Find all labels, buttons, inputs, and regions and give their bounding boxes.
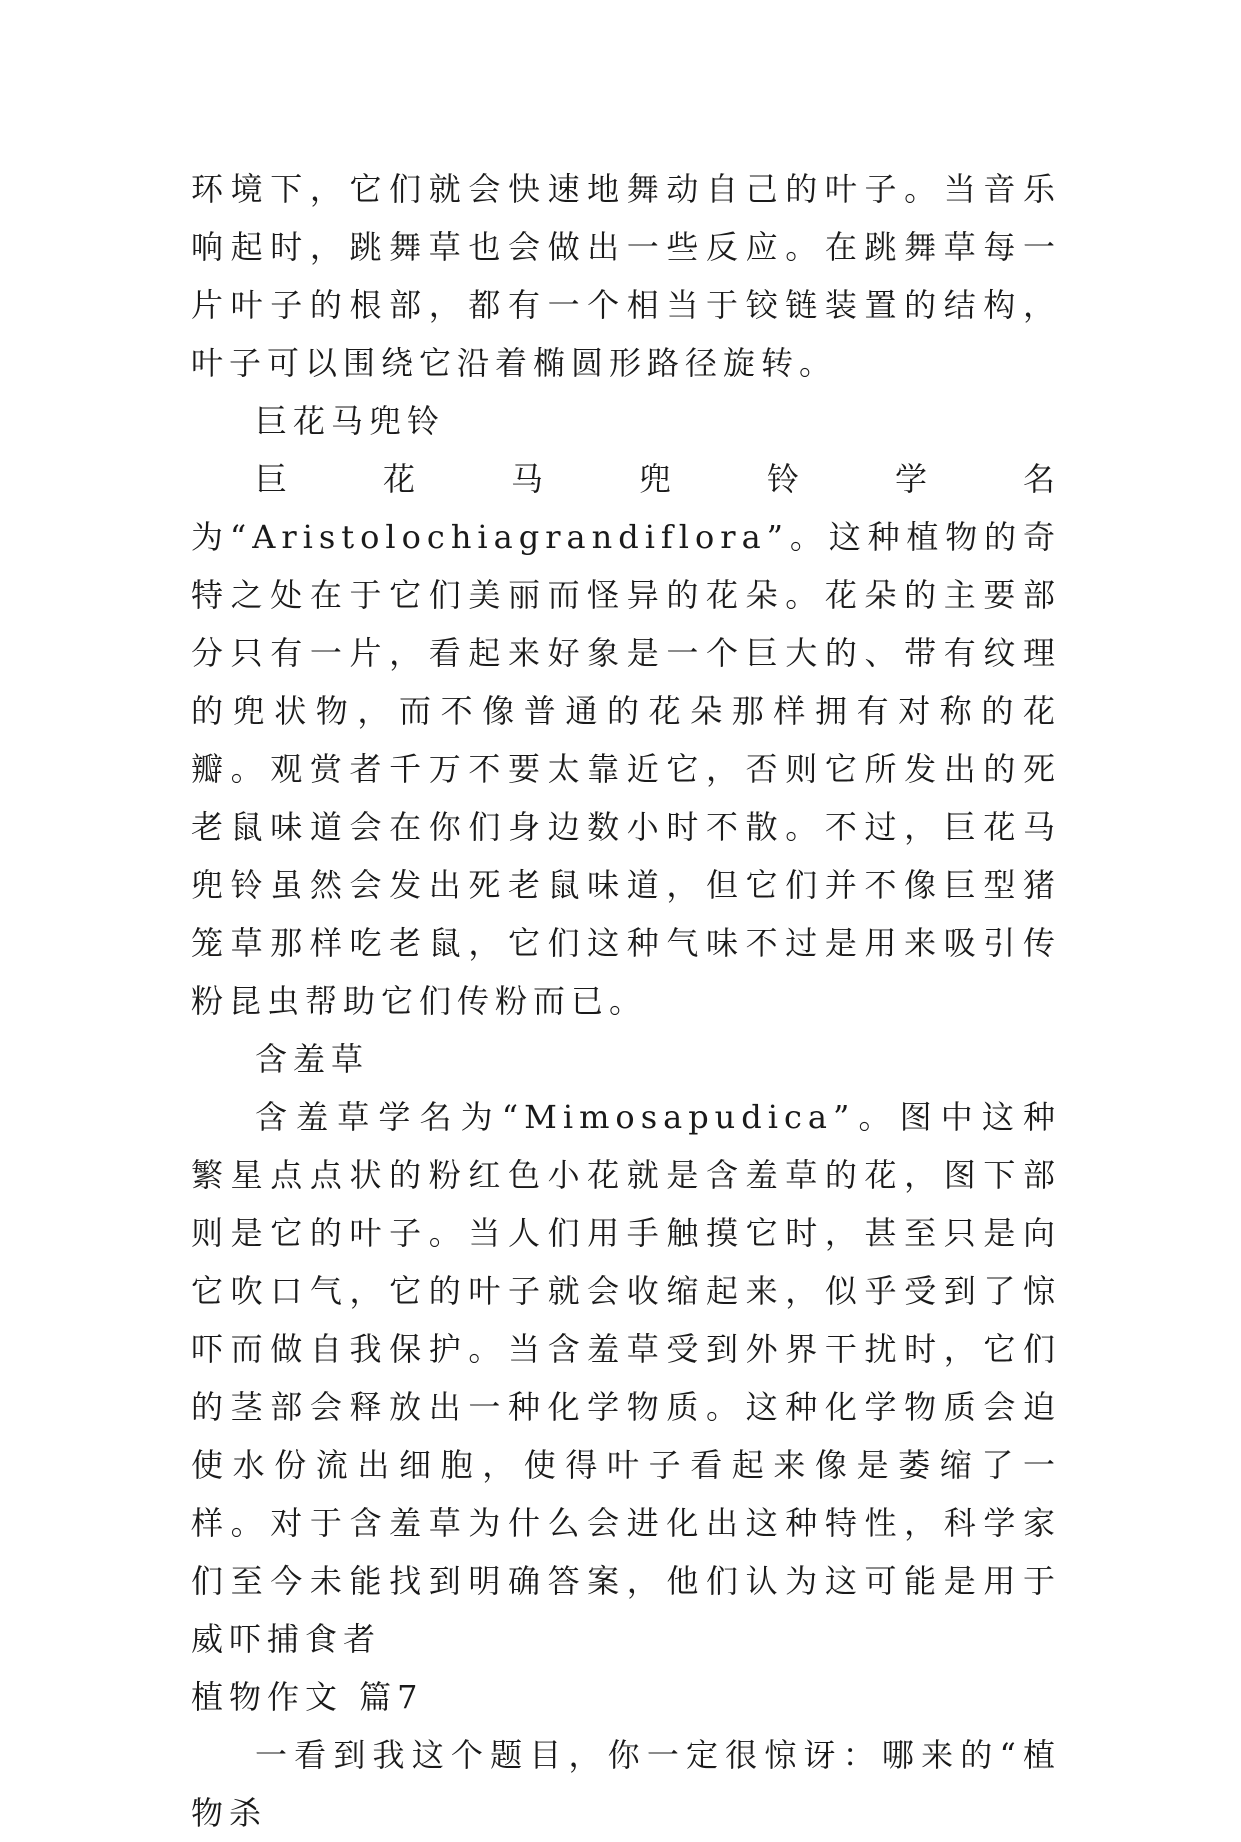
paragraph-mimosa: 含羞草学名为“Mimosapudica”。图中这种繁星点点状的粉红色小花就是含羞草的花，图下部则是它的叶子。当人们用手触摸它时，甚至只是向它吹口气，它的叶子就会收缩起来，似乎受到了惊吓而做自我保护。当含羞草受到外界干扰时，它们的茎部会释放出一种化学物质。这种化学物质会迫使水份流出细胞，使得叶子看起来像是萎缩了一样。对于含羞草为什么会进化出这种特性，科学家们至今未能找到明确答案，他们认为这可能是用于威吓捕食者 <box>191 1098 1061 1658</box>
paragraph-giant-pipevine: 巨花马兜铃学名为“Aristolochiagrandiflora”。这种植物的奇特之处在于它们美丽而怪异的花朵。花朵的主要部分只有一片，看起来好象是一个巨大的、带有纹理的兜状物，而不像普通的花朵那样拥有对称的花瓣。观赏者千万不要太靠近它，否则它所发出的死老鼠味道会在你们身边数小时不散。不过，巨花马兜铃虽然会发出死老鼠味道，但它们并不像巨型猪笼草那样吃老鼠，它们这种气味不过是用来吸引传粉昆虫帮助它们传粉而已。 <box>191 460 1061 1020</box>
paragraph-essay-7-intro: 一看到我这个题目，你一定很惊讶：哪来的“植物杀 <box>191 1736 1061 1832</box>
essay-title-7: 植物作文 篇7 <box>191 1678 424 1716</box>
paragraph-dancing-grass: 环境下，它们就会快速地舞动自己的叶子。当音乐响起时，跳舞草也会做出一些反应。在跳舞草每一片叶子的根部，都有一个相当于铰链装置的结构，叶子可以围绕它沿着椭圆形路径旋转。 <box>191 170 1061 382</box>
section-heading-mimosa: 含羞草 <box>255 1040 370 1078</box>
document-body <box>191 160 1061 1842</box>
section-heading-giant-pipevine: 巨花马兜铃 <box>255 402 446 440</box>
